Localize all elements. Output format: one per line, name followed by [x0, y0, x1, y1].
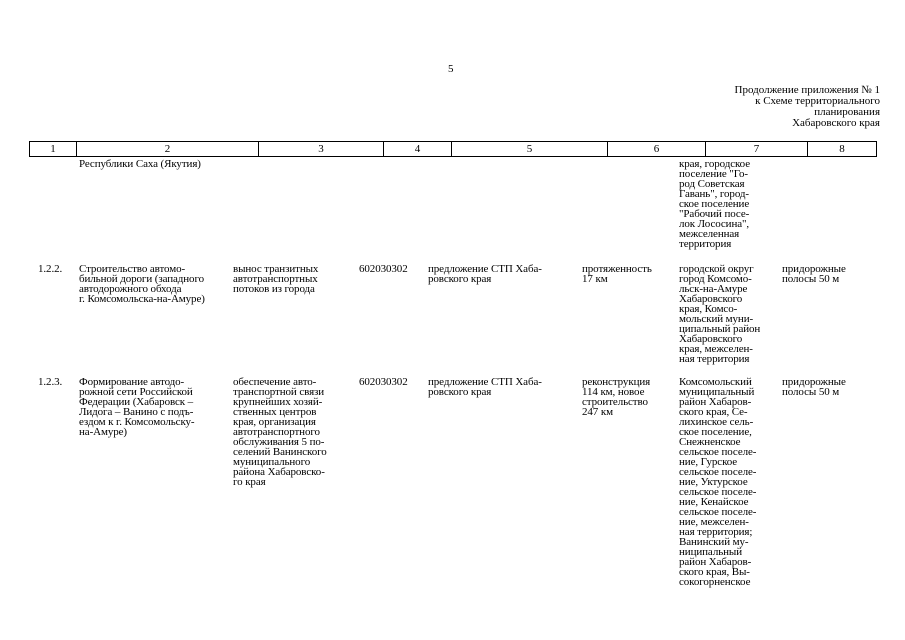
column-header-3: 3 [259, 142, 384, 156]
location-cell: городской округ город Комсомо- льск-на-Амуре Хабаровского края, Комсо- мольский муни- ципальный район Хабаровского края, межселен- ная территория [679, 263, 761, 365]
code-cell: 602030302 [359, 376, 408, 388]
continuation-name-cell: Республики Саха (Якутия) [79, 158, 201, 170]
column-header-5: 5 [452, 142, 608, 156]
column-header-1: 1 [30, 142, 77, 156]
appendix-note: Продолжение приложения № 1 к Схеме территориального планирования Хабаровского края [734, 84, 880, 129]
table-header-row [29, 141, 877, 157]
column-header-8: 8 [839, 143, 845, 155]
column-header-4: 4 [384, 142, 452, 156]
row-number-cell: 1.2.3. [38, 376, 63, 388]
object-name-cell: Формирование автодо- рожной сети Российской Федерации (Хабаровск – Лидога – Ванино с подъ- ездом к г. Комсомольску- на-Амуре) [79, 376, 195, 438]
characteristics-cell: реконструкция 114 км, новое строительство 247 км [582, 376, 651, 418]
column-header-6: 6 [608, 142, 706, 156]
object-name-cell: Строительство автомо- бильной дороги (западного автодорожного обхода г. Комсомольска-на-Амуре) [79, 263, 205, 305]
zones-cell: придорожные полосы 50 м [782, 263, 846, 285]
column-header-7: 7 [706, 142, 808, 156]
row-number-cell: 1.2.2. [38, 263, 63, 275]
source-cell: предложение СТП Хаба- ровского края [428, 376, 542, 398]
column-header-2: 2 [77, 142, 259, 156]
purpose-cell: обеспечение авто- транспортной связи крупнейших хозяй- ственных центров края, организация автотранспортного обслуживания 5 по- селений Ванинского муниципального района Хабаровско- го края [233, 376, 327, 488]
code-cell: 602030302 [359, 263, 408, 275]
continuation-location-cell: края, городское поселение "Го- род Советская Гавань", город- ское поселение "Рабочий посе- лок Лососина", межселенная территория [679, 158, 750, 250]
purpose-cell: вынос транзитных автотранспортных потоков из города [233, 263, 319, 295]
page-number: 5 [448, 63, 454, 75]
source-cell: предложение СТП Хаба- ровского края [428, 263, 542, 285]
location-cell: Комсомольский муниципальный район Хабаров- ского края, Се- лихинское сель- ское поселение, Снежненское сельское поселе- ние, Гурское сельское поселе- ние, Уктурское сельское поселе- ние, Кенайское сельское поселе- ние, межселен- ная территория; Ванинский му- ниципальный район Хабаров- ского края, Вы- сокогорненское [679, 376, 757, 588]
characteristics-cell: протяженность 17 км [582, 263, 652, 285]
zones-cell: придорожные полосы 50 м [782, 376, 846, 398]
